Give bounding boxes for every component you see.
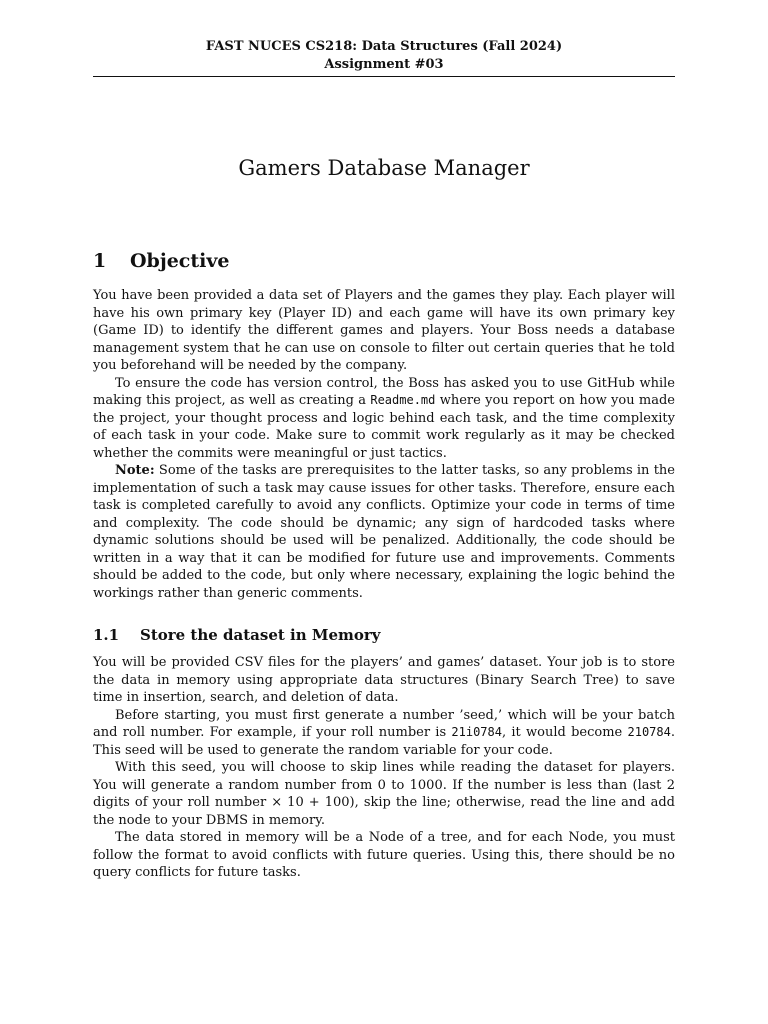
text-run: To ensure the code has version control, the Boss has asked you to use GitHub while making this project, as well as creating a — [93, 375, 675, 408]
store-dataset-body — [93, 654, 675, 882]
inline-code-roll-number: 21i0784 — [451, 725, 502, 739]
store-paragraph-2 — [93, 707, 675, 760]
text-run: . This seed will be used to generate the random variable for your code. — [93, 725, 675, 758]
section-heading-objective — [93, 250, 675, 272]
inline-code-seed: 210784 — [627, 725, 671, 739]
note-label: Note: — [115, 463, 155, 478]
running-header — [93, 38, 675, 74]
subsection-title: Store the dataset in Memory — [140, 626, 381, 644]
objective-paragraph-2 — [93, 375, 675, 463]
store-paragraph-3: With this seed, you will choose to skip lines while reading the dataset for players. You will generate a random number from 0 to 1000. If the number is less than (last 2 digits of your roll number × 10 + 100), skip the line; otherwise, read the line and add the node to your DBMS in memory. — [93, 760, 675, 828]
objective-body — [93, 287, 675, 602]
section-title: Objective — [130, 250, 230, 272]
subsection-heading-store-dataset — [93, 625, 675, 645]
store-paragraph-1: You will be provided CSV files for the players’ and games’ dataset. Your job is to store the data in memory using appropriate data structures (Binary Search Tree) to save time in insertion, search, and deletion of data. — [93, 655, 675, 705]
text-run: , it would become — [501, 725, 628, 740]
header-assignment-line: Assignment #03 — [324, 57, 444, 72]
text-run: Some of the tasks are prerequisites to the latter tasks, so any problems in the implementation of such a task may cause issues for other tasks. Therefore, ensure each task is completed carefully to avoid any conflicts. Optimize your code in terms of time and complexity. The code should be dynamic; any sign of hardcoded tasks where dynamic solutions should be used will be penalized. Additionally, the code should be written in a way that it can be modified for future use and improvements. Comments should be added to the code, but only where necessary, explaining the logic behind the workings rather than generic comments. — [93, 463, 675, 601]
subsection-number: 1.1 — [93, 626, 120, 644]
document-title: Gamers Database Manager — [238, 156, 530, 181]
store-paragraph-4: The data stored in memory will be a Node of a tree, and for each Node, you must follow the format to avoid conflicts with future queries. Using this, there should be no query conflicts for future tasks. — [93, 830, 675, 880]
text-run: where you report on how you made the project, your thought process and logic behind each task, and the time complexity of each task in your code. Make sure to commit work regularly as it may be checked whether the commits were meaningful or just tactics. — [93, 393, 676, 461]
section-number: 1 — [93, 250, 107, 272]
header-rule — [93, 76, 675, 77]
header-course-line: FAST NUCES CS218: Data Structures (Fall 2024) — [205, 39, 563, 54]
objective-paragraph-note — [93, 462, 675, 602]
inline-code-readme: Readme.md — [370, 393, 436, 407]
text-run: Before starting, you must first generate a number ’seed,’ which will be your batch and roll number. For example, if your roll number is — [93, 707, 675, 740]
objective-paragraph-1: You have been provided a data set of Players and the games they play. Each player will have his own primary key (Player ID) and each game will have its own primary key (Game ID) to identify the different games and players. Your Boss needs a database management system that he can use on console to filter out certain queries that he told you beforehand will be needed by the company. — [93, 288, 675, 373]
